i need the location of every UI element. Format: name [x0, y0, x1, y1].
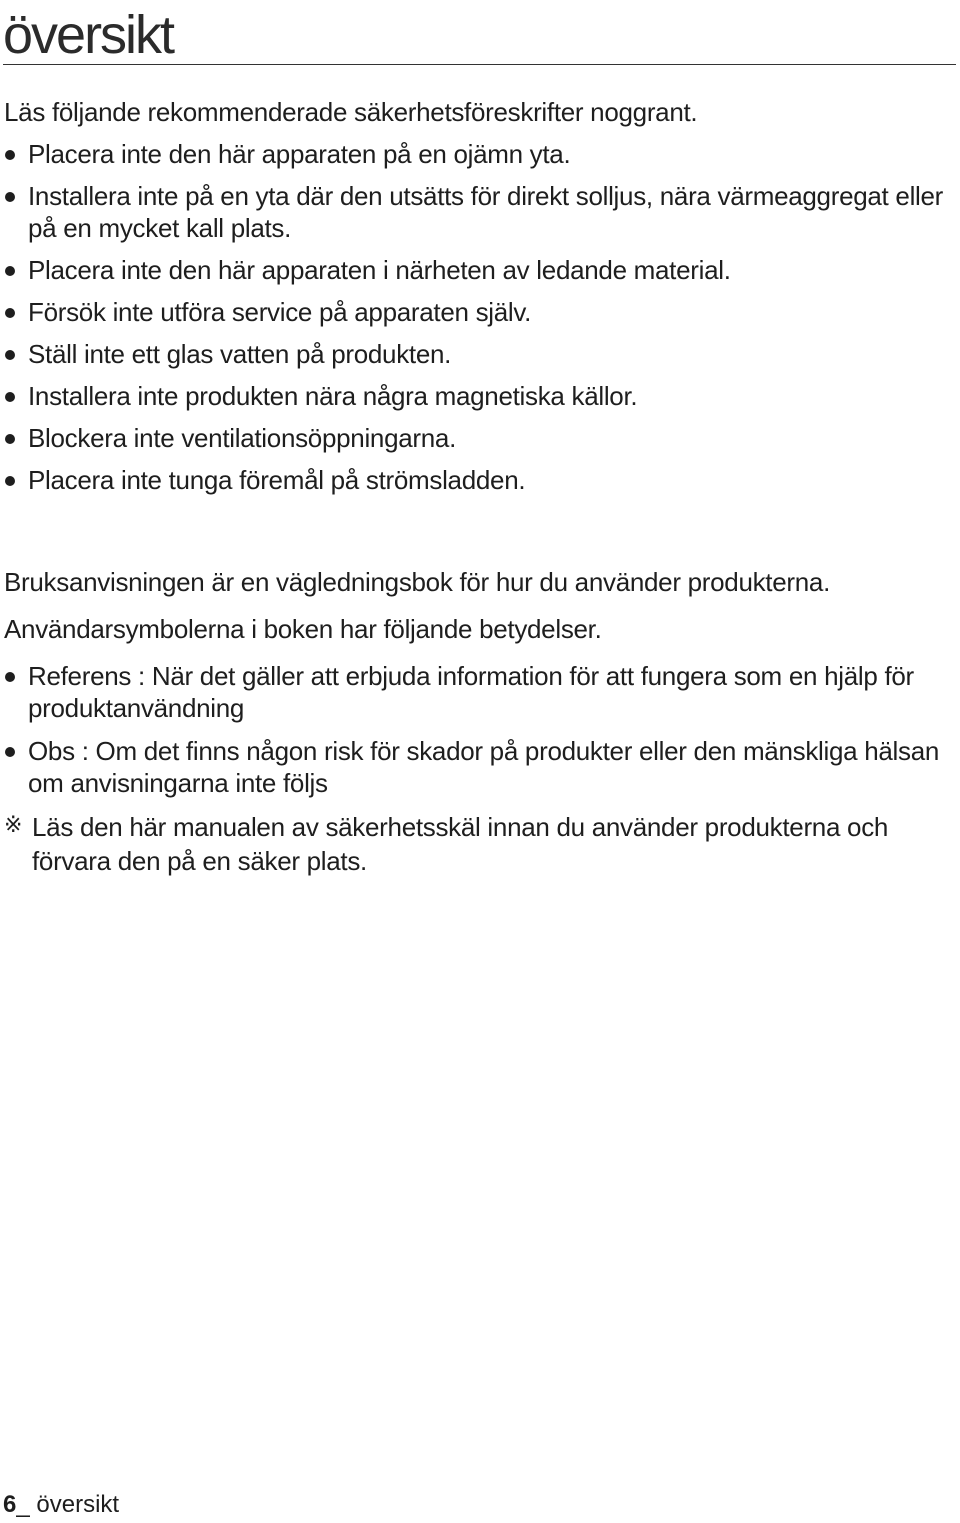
symbol-legend-list [4, 660, 956, 799]
footer-section-name: översikt [29, 1491, 120, 1518]
list-item-text: Placera inte tunga föremål på strömsladden. [28, 465, 526, 495]
section-spacer [4, 506, 956, 566]
manual-intro: Bruksanvisningen är en vägledningsbok för hur du använder produkterna. [4, 567, 830, 597]
list-item-text: Obs : Om det finns någon risk för skador på produkter eller den mänskliga hälsan om anvisningarna inte följs [28, 736, 940, 798]
bullet-icon [5, 192, 15, 202]
bullet-icon [5, 434, 15, 444]
list-item-text: Placera inte den här apparaten på en ojämn yta. [28, 139, 571, 169]
page-title: översikt [3, 5, 174, 65]
list-item [4, 735, 956, 799]
list-item [4, 338, 956, 370]
list-item-text: Försök inte utföra service på apparaten själv. [28, 297, 532, 327]
symbols-intro: Användarsymbolerna i boken har följande betydelser. [4, 614, 602, 644]
page-number: 6 [3, 1491, 17, 1518]
list-item [4, 296, 956, 328]
bullet-icon [5, 350, 15, 360]
bullet-icon [5, 747, 15, 757]
list-item [4, 138, 956, 170]
list-item [4, 254, 956, 286]
list-item-text: Installera inte produkten nära några magnetiska källor. [28, 381, 638, 411]
bullet-icon [5, 392, 15, 402]
list-item [4, 660, 956, 724]
list-item-text: Placera inte den här apparaten i närheten av ledande material. [28, 255, 731, 285]
list-item-text: Referens : När det gäller att erbjuda information för att fungera som en hjälp för produktanvändning [28, 661, 914, 723]
list-item [4, 380, 956, 412]
bullet-icon [5, 150, 15, 160]
bullet-icon [5, 266, 15, 276]
footer-separator: _ [16, 1491, 30, 1518]
list-item-text: Blockera inte ventilationsöppningarna. [28, 423, 456, 453]
bullet-icon [5, 476, 15, 486]
bullet-icon [5, 308, 15, 318]
page-content [4, 96, 956, 878]
reference-mark-icon: ※ [4, 812, 23, 837]
bullet-icon [5, 672, 15, 682]
safety-list [4, 138, 956, 496]
list-item [4, 422, 956, 454]
list-item [4, 180, 956, 244]
title-divider [3, 64, 956, 65]
note-text: Läs den här manualen av säkerhetsskäl innan du använder produkterna och förvara den på en säker plats. [32, 812, 889, 876]
page-footer [3, 1490, 119, 1520]
safety-intro: Läs följande rekommenderade säkerhetsföreskrifter noggrant. [4, 97, 698, 127]
list-item-text: Ställ inte ett glas vatten på produkten. [28, 339, 452, 369]
list-item [4, 464, 956, 496]
safety-note [4, 810, 956, 878]
list-item-text: Installera inte på en yta där den utsätts för direkt solljus, nära värmeaggregat eller på en mycket kall plats. [28, 181, 944, 243]
